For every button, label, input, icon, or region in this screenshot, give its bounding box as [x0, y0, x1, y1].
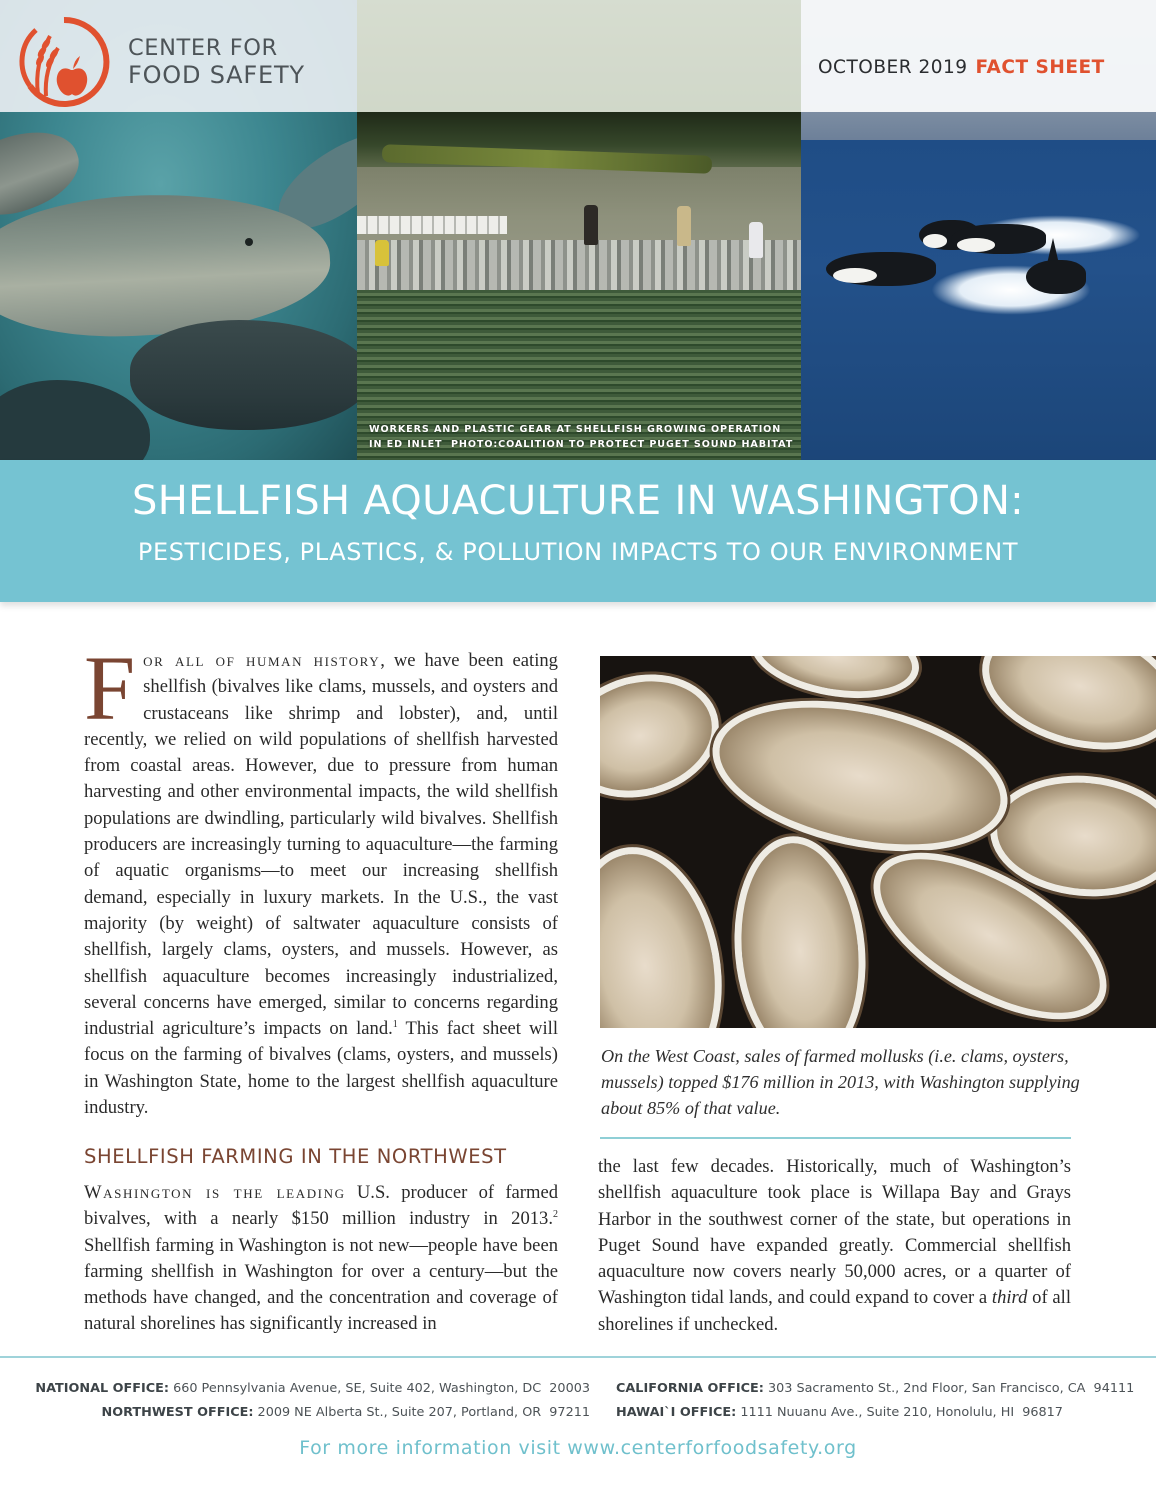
title-banner: [0, 460, 1156, 602]
header-band: [0, 0, 1156, 112]
page-title: SHELLFISH AQUACULTURE IN WASHINGTON:: [132, 478, 1024, 524]
office-california: CALIFORNIA OFFICE: 303 Sacramento St., 2nd Floor, San Francisco, CA 94111: [616, 1381, 1135, 1396]
oyster-photo-caption: On the West Coast, sales of farmed mollusks (i.e. clams, oysters, mussels) topped $176 million in 2013, with Washington supplying about 85% of that value.: [601, 1046, 1080, 1118]
document-type: FACT SHEET: [975, 57, 1105, 78]
office-national: NATIONAL OFFICE: 660 Pennsylvania Avenue, SE, Suite 402, Washington, DC 20003: [35, 1381, 590, 1396]
section-heading: SHELLFISH FARMING IN THE NORTHWEST: [84, 1145, 507, 1168]
hero-photo-strip: [0, 0, 1156, 460]
section-paragraph-continued: the last few decades. Historically, much of Washington’s shellfish aquaculture took place is Willapa Bay and Grays Harbor in the southwest corner of the state, but operations in Puget Sound have expanded greatly. Commercial shellfish aquaculture now covers nearly 50,000 acres, or a quarter of Washington tidal lands, and could expand to cover a third of all shorelines if unchecked.: [598, 1156, 1071, 1335]
footnote-ref: 2: [553, 1209, 558, 1221]
website-link[interactable]: For more information visit www.centerforfoodsafety.org: [299, 1437, 857, 1459]
section-paragraph: Washington is the leading U.S. producer of farmed bivalves, with a nearly $150 million industry in 2013.$^2$ Shellfish farming in Washington is not new—people have been farming shellfish in Washington for over a century—but the methods have changed, and the concentration and coverage of natural shorelines has significantly increased in: [84, 1182, 559, 1335]
page-subtitle: PESTICIDES, PLASTICS, & POLLUTION IMPACTS TO OUR ENVIRONMENT: [137, 538, 1019, 566]
publication-date: OCTOBER 2019: [818, 57, 968, 78]
intro-paragraph: For all of human history, we have been eating shellfish (bivalves like clams, mussels, and oysters and crustaceans like shrimp and lobster), and, until recently, we relied on wild populations of shellfish harvested from coastal areas. However, due to pressure from human harvesting and other environmental impacts, the wild shellfish populations are dwindling, particularly wild bivalves. Shellfish producers are increasingly turning to aquaculture—the farming of aquatic organisms—to meet our increasing shellfish demand, especially in luxury markets. In the U.S., the vast majority (by weight) of saltwater aquaculture consists of shellfish, largely clams, oysters, and mussels. However, as shellfish aquaculture becomes increasingly industrialized, several concerns have emerged, similar to concerns regarding industrial agriculture’s impacts on land.$^1$ This fact sheet will focus on the farming of bivalves (clams, oysters, and mussels) in Washington State, home to the largest shellfish aquaculture industry.: [84, 637, 558, 1119]
footnote-ref: 1: [392, 1018, 398, 1030]
office-northwest: NORTHWEST OFFICE: 2009 NE Alberta St., Suite 207, Portland, OR 97211: [101, 1405, 590, 1420]
footer-divider: [0, 1356, 1156, 1358]
divider: [600, 1137, 1071, 1139]
drop-cap: F: [84, 637, 136, 739]
org-name: CENTER FOR FOOD SAFETY: [128, 35, 305, 89]
wheat-apple-logo-icon: [16, 14, 112, 110]
oyster-photo: [600, 656, 1156, 1028]
photo-caption: WORKERS AND PLASTIC GEAR AT SHELLFISH GROWING OPERATION IN ED INLET PHOTO:COALITION TO PROTECT PUGET SOUND HABITAT: [369, 424, 794, 450]
date-line: [818, 57, 1105, 78]
office-hawaii: HAWAI`I OFFICE: 1111 Nuuanu Ave., Suite 210, Honolulu, HI 96817: [616, 1405, 1063, 1420]
